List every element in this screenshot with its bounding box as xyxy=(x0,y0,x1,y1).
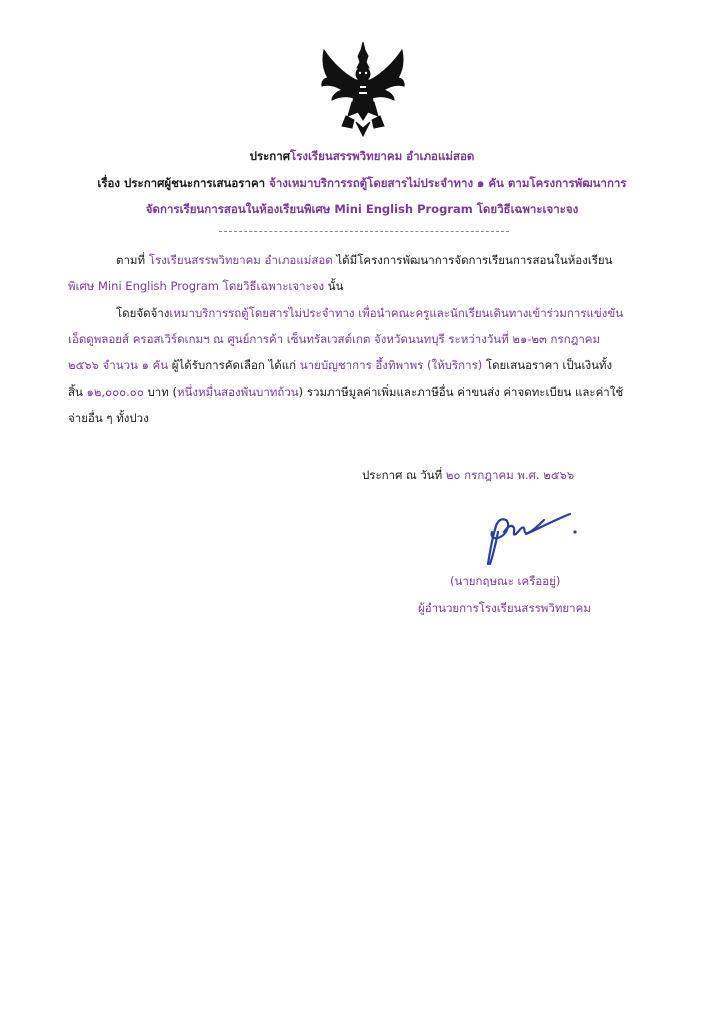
header-subject xyxy=(0,175,724,191)
header-title-prefix: ประกาศ xyxy=(249,149,291,163)
text-segment: ) รวมภาษีมูลค่าเพิ่มและภาษีอื่น ค่าขนส่ง ค่าจดทะเบียน และค่าใช้ xyxy=(298,385,624,399)
paragraph-2-line-3 xyxy=(68,357,612,373)
header-school-name: โรงเรียนสรรพวิทยาคม อำเภอแม่สอด xyxy=(290,149,475,163)
header-subject-prefix: เรื่อง ประกาศผู้ชนะการเสนอราคา xyxy=(97,176,270,190)
text-segment: บาท ( xyxy=(143,385,177,399)
date-label: ประกาศ ณ วันที่ xyxy=(362,468,446,482)
paragraph-2-line-4 xyxy=(68,384,623,400)
announcement-date xyxy=(362,467,574,483)
winner-name: นายบัญชาการ อึ้งทิพาพร (ให้บริการ) xyxy=(299,358,483,372)
signer-position: ผู้อำนวยการโรงเรียนสรรพวิทยาคม xyxy=(418,601,591,615)
text-segment: โดยจัดจ้าง xyxy=(116,306,170,320)
text-segment: ตามที่ xyxy=(116,253,149,267)
school-name: โรงเรียนสรรพวิทยาคม อำเภอแม่สอด xyxy=(148,253,333,267)
quantity-text: ๒๕๖๖ จำนวน ๑ คัน xyxy=(68,358,169,372)
date-value: ๒๐ กรกฎาคม พ.ศ. ๒๕๖๖ xyxy=(445,468,575,482)
handwritten-signature xyxy=(474,508,584,570)
header-title xyxy=(0,148,724,164)
header-subject-text: จ้างเหมาบริการรถตู้โดยสารไม่ประจำทาง ๑ คัน ตามโครงการพัฒนาการ xyxy=(269,176,627,190)
paragraph-2-line-5: จ่ายอื่น ๆ ทั้งปวง xyxy=(68,411,149,425)
text-segment: โดยเสนอราคา เป็นเงินทั้ง xyxy=(482,358,613,372)
garuda-emblem-icon xyxy=(316,40,410,138)
amount-words: หนึ่งหมื่นสองพันบาทถ้วน xyxy=(176,385,299,399)
paragraph-1-line-1 xyxy=(116,252,613,268)
divider-line xyxy=(219,231,509,232)
paragraph-2-line-2: เอ็ดดูพลอยส์ ครอสเวิร์ดเกมฯ ณ ศูนย์การค้า เซ็นทรัลเวสต์เกต จังหวัดนนทบุรี ระหว่างวันที่ ๒๑-๒๓ กรกฎาคม xyxy=(68,332,601,346)
text-segment: ได้มีโครงการพัฒนาการจัดการเรียนการสอนในห้องเรียน xyxy=(332,253,613,267)
program-name: พิเศษ Mini English Program โดยวิธีเฉพาะเจาะจง xyxy=(68,279,325,293)
paragraph-1-line-2 xyxy=(68,278,344,294)
text-segment: ผู้ได้รับการคัดเลือก ได้แก่ xyxy=(168,358,300,372)
service-description: เหมาบริการรถตู้โดยสารไม่ประจำทาง เพื่อนำคณะครูและนักเรียนเดินทางเข้าร่วมการแข่งขัน xyxy=(169,306,624,320)
paragraph-2-line-1 xyxy=(116,305,623,321)
header-subject-continued: จัดการเรียนการสอนในห้องเรียนพิเศษ Mini English Program โดยวิธีเฉพาะเจาะจง xyxy=(145,202,579,216)
signer-name: (นายกฤษณะ เครืออยู่) xyxy=(450,574,561,588)
text-segment: นั้น xyxy=(324,279,344,293)
amount-number: ๑๒,๐๐๐.๐๐ xyxy=(86,385,144,399)
text-segment: สิ้น xyxy=(68,385,87,399)
